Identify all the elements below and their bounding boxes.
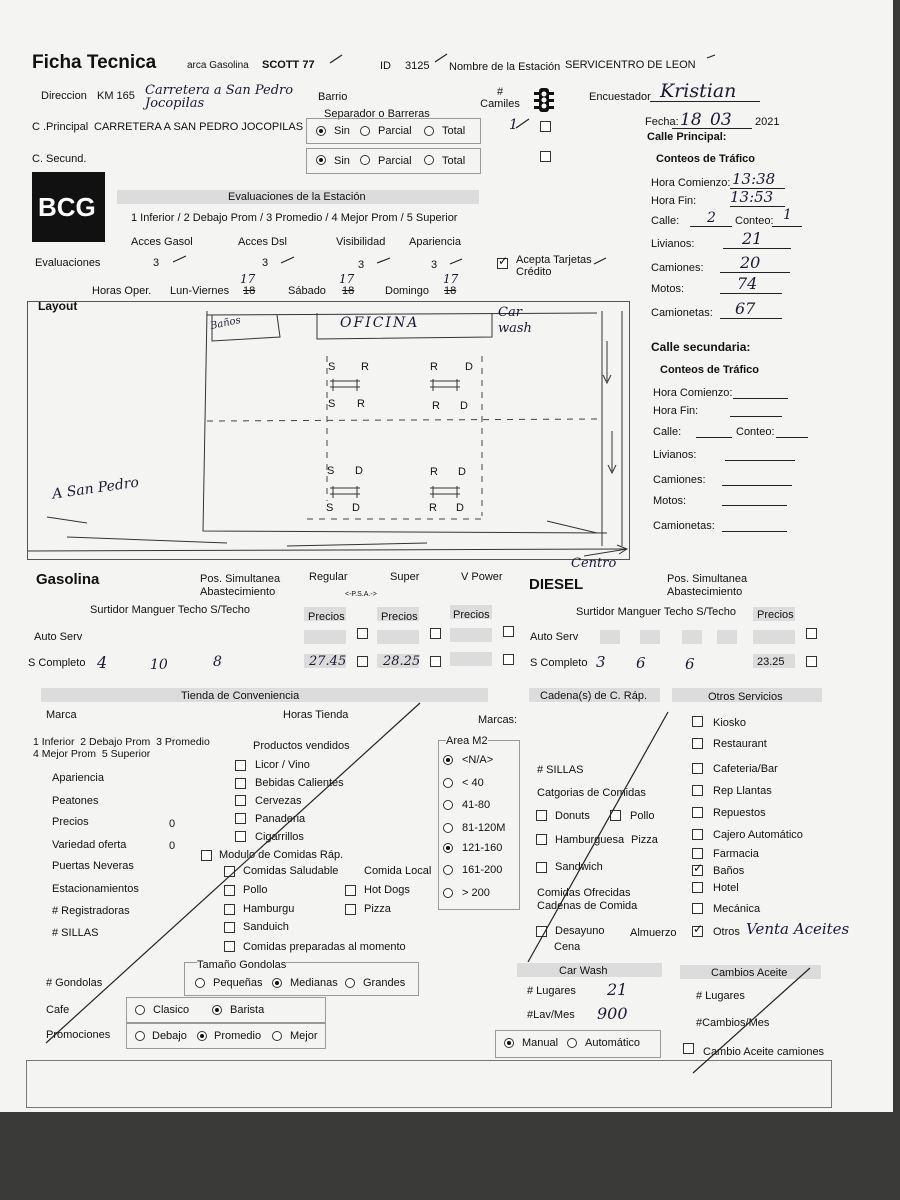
horas-tienda: Horas Tienda: [283, 709, 349, 721]
restaurant-label: Restaurant: [713, 738, 767, 750]
sec-conteo-label: Conteo:: [736, 426, 775, 438]
manual-label: Manual: [522, 1037, 559, 1049]
manguer-value: 10: [150, 657, 168, 673]
encuestador-value: Kristian: [660, 80, 737, 102]
precios-regular-label: Precios: [308, 611, 345, 623]
medianas-label: Medianas: [290, 977, 338, 989]
row-precios: Precios: [52, 816, 89, 828]
camiones-value: 20: [740, 253, 761, 272]
fecha-day: 18: [680, 110, 702, 130]
camionetas-label: Camionetas:: [651, 307, 713, 319]
id-label: ID: [380, 60, 391, 72]
layout-carwash: Car wash: [498, 305, 532, 336]
eval-value-apariencia: 3: [431, 259, 438, 271]
otros-check-mark: ✓: [693, 922, 704, 936]
logo-text: BCG: [38, 192, 96, 222]
pump2-r-top: R: [430, 361, 438, 373]
dom-struck: 18: [444, 285, 457, 297]
lavmes-value: 900: [597, 1004, 628, 1023]
preparadas-label: Comidas preparadas al momento: [243, 941, 406, 953]
tienda-title: Tienda de Conveniencia: [181, 690, 300, 702]
pump4-r-bottom: R: [429, 502, 437, 514]
techo-value: 8: [213, 654, 222, 670]
livianos-label: Livianos:: [651, 238, 695, 250]
camiones-label: Camiones:: [651, 262, 704, 274]
pump1-r-bottom: R: [357, 398, 365, 410]
sin-label-2: Sin: [334, 155, 350, 167]
automatico-label: Automático: [585, 1037, 641, 1049]
marca-value: SCOTT 77: [262, 59, 315, 71]
pump1-s-top: S: [328, 361, 336, 373]
sab-struck: 18: [342, 285, 355, 297]
hamburgu-label: Hamburgu: [243, 903, 295, 915]
fecha-label: Fecha:: [645, 116, 679, 128]
cafeteria-label: Cafeteria/Bar: [713, 763, 778, 775]
area-120-label: 81-120M: [462, 822, 506, 834]
otros-title: Otros Servicios: [708, 691, 783, 703]
tarjetas-check-mark: ✓: [498, 254, 509, 268]
layout-label: Layout: [38, 299, 78, 313]
row-registradoras: # Registradoras: [52, 905, 130, 917]
horas-label: Horas Oper.: [92, 285, 152, 297]
pollo-label: Pollo: [243, 884, 268, 896]
dom-value: 17: [443, 272, 459, 286]
cervezas-label: Cervezas: [255, 795, 302, 807]
vpower-label: V Power: [461, 571, 503, 583]
barista-label: Barista: [230, 1004, 265, 1016]
hf-label: Hora Fin:: [651, 195, 697, 207]
diesel-precio-value: 23.25: [757, 656, 785, 668]
cadenas-label: Cadenas de Comida: [537, 900, 638, 912]
gasolina-columns: Surtidor Manguer Techo S/Techo: [90, 604, 250, 616]
hotel-label: Hotel: [713, 882, 739, 894]
pump2-r-bottom: R: [432, 400, 440, 412]
surtidor-value: 4: [97, 653, 108, 672]
direccion-km: KM 165: [97, 90, 135, 102]
eval-value-visibilidad: 3: [358, 259, 365, 271]
visibilidad-label: Visibilidad: [336, 236, 386, 248]
debajo-label: Debajo: [152, 1030, 187, 1042]
otros-label: Otros: [713, 926, 740, 938]
kiosko-label: Kiosko: [713, 717, 747, 729]
cambios-lugares: # Lugares: [696, 990, 745, 1002]
pump2-d-bottom: D: [460, 400, 468, 412]
row-variedad: Variedad oferta: [52, 839, 127, 851]
conteo-value: 1: [783, 207, 792, 223]
encuestador-label: Encuestador: [589, 91, 651, 103]
area-200-label: 161-200: [462, 864, 503, 876]
sab-value: 17: [339, 272, 355, 286]
row-precios-value: 0: [169, 818, 176, 830]
calle-principal-title: Calle Principal:: [647, 131, 727, 143]
pump1-r-top: R: [361, 361, 369, 373]
conteos-principal-title: Conteos de Tráfico: [656, 153, 756, 165]
calle-label: Calle:: [651, 215, 680, 227]
regular-label: Regular: [309, 571, 348, 583]
sin-label: Sin: [334, 125, 350, 137]
banos-label: Baños: [713, 865, 745, 877]
tienda-scale: 1 Inferior 2 Debajo Prom 3 Promedio 4 Mejor Prom 5 Superior: [33, 736, 210, 760]
saludable-label: Comidas Saludable: [243, 865, 339, 877]
layout-banos: Baños: [209, 314, 242, 333]
ofrecidas-label: Comidas Ofrecidas: [537, 887, 631, 899]
donuts-label: Donuts: [555, 810, 590, 822]
cena-label: Cena: [554, 941, 581, 953]
precio-super-value: 28.25: [383, 654, 421, 669]
id-value: 3125: [405, 60, 430, 72]
pump3-s-top: S: [327, 465, 335, 477]
area-200plus-label: > 200: [462, 887, 490, 899]
pump4-d-bottom: D: [456, 502, 464, 514]
page-title: Ficha Tecnica: [32, 52, 157, 73]
autoserv-label: Auto Serv: [34, 631, 83, 643]
diesel-pos: Pos. Simultanea Abastecimiento: [667, 573, 748, 598]
lavmes-label: #Lav/Mes: [527, 1009, 575, 1021]
hamburguesa-label: Hamburguesa: [555, 834, 625, 846]
marca-label: arca Gasolina: [187, 60, 249, 71]
parcial-label: Parcial: [378, 125, 412, 137]
cambios-title: Cambios Aceite: [711, 967, 788, 979]
diesel-autoserv-label: Auto Serv: [530, 631, 579, 643]
row-gondolas: # Gondolas: [46, 977, 103, 989]
comida-local-label: Comida Local: [364, 865, 432, 877]
evaluaciones-scale: 1 Inferior / 2 Debajo Prom / 3 Promedio / 4 Mejor Prom / 5 Superior: [131, 212, 458, 224]
cadena-sillas: # SILLAS: [537, 764, 584, 776]
clasico-label: Clasico: [153, 1004, 190, 1016]
licor-label: Licor / Vino: [255, 759, 310, 771]
super-label: Super: [390, 571, 420, 583]
sanduich-label: Sanduich: [243, 921, 289, 933]
carwash-lugares-value: 21: [607, 980, 628, 999]
sec-camiones-label: Camiones:: [653, 474, 706, 486]
lv-value: 17: [240, 272, 256, 286]
camionetas-value: 67: [735, 299, 756, 318]
cadena-title: Cadena(s) de C. Ráp.: [540, 690, 647, 702]
direccion-label: Direccion: [41, 90, 87, 102]
area-40-label: < 40: [462, 777, 484, 789]
almuerzo-label: Almuerzo: [630, 927, 677, 939]
row-peatones: Peatones: [52, 795, 99, 807]
hf-value: 13:53: [730, 188, 774, 206]
precios-vpower-label: Precios: [453, 609, 490, 621]
farmacia-label: Farmacia: [713, 848, 759, 860]
tarjetas-label: Acepta Tarjetas Crédito: [516, 254, 592, 278]
row-estacionamientos: Estacionamientos: [52, 883, 139, 895]
diesel-manguer-value: 6: [636, 654, 646, 672]
layout-san-pedro: A San Pedro: [51, 474, 140, 503]
csecund-label: C. Secund.: [32, 153, 87, 165]
estacion-label: Nombre de la Estación: [449, 61, 561, 73]
mecanica-label: Mecánica: [713, 903, 761, 915]
mejor-label: Mejor: [290, 1030, 318, 1042]
acces-gasol-label: Acces Gasol: [131, 236, 193, 248]
gasolina-pos: Pos. Simultanea Abastecimiento: [200, 573, 281, 598]
sec-calle-label: Calle:: [653, 426, 682, 438]
repuestos-label: Repuestos: [713, 807, 766, 819]
lv-struck: 18: [243, 285, 256, 297]
pump4-d-top: D: [458, 466, 466, 478]
area-na-label: <N/A>: [462, 754, 494, 766]
eval-value-dsl: 3: [262, 257, 269, 269]
row-promociones: Promociones: [46, 1029, 111, 1041]
productos-title: Productos vendidos: [253, 740, 350, 752]
evaluaciones-row-label: Evaluaciones: [35, 257, 101, 269]
diesel-techo-value: 6: [685, 655, 695, 673]
diesel-title: DIESEL: [529, 576, 584, 593]
row-apariencia: Apariencia: [52, 772, 104, 784]
cprincipal-value: CARRETERA A SAN PEDRO JOCOPILAS: [94, 121, 304, 133]
calle-secundaria-title: Calle secundaria:: [651, 340, 751, 354]
layout-oficina: OFICINA: [340, 315, 420, 331]
sec-hc-label: Hora Comienzo:: [653, 387, 733, 399]
hc-label: Hora Comienzo:: [651, 177, 731, 189]
fecha-month: 03: [710, 110, 732, 130]
precios-super-label: Precios: [381, 611, 418, 623]
cadena-pollo-label: Pollo: [630, 810, 655, 822]
sec-livianos-label: Livianos:: [653, 449, 697, 461]
precio-regular-value: 27.45: [309, 654, 347, 669]
motos-value: 74: [737, 274, 758, 293]
area-160-label: 121-160: [462, 842, 503, 854]
pequenas-label: Pequeñas: [213, 977, 263, 989]
diesel-columns: Surtidor Manguer Techo S/Techo: [576, 606, 736, 618]
tienda-marca: Marca: [46, 709, 77, 721]
otros-value: Venta Aceites: [746, 920, 850, 938]
scompleto-label: S Completo: [28, 657, 86, 669]
total-label: Total: [442, 125, 466, 137]
row-variedad-value: 0: [169, 840, 176, 852]
pump3-d-bottom: D: [352, 502, 360, 514]
pump2-d-top: D: [465, 361, 473, 373]
camiles-value: 1: [509, 117, 518, 133]
direccion-handwritten: Carretera a San Pedro Jocopilas: [145, 83, 294, 111]
conteo-label: Conteo:: [735, 215, 774, 227]
motos-label: Motos:: [651, 283, 685, 295]
psa-label: <-P.S.A.->: [345, 591, 377, 598]
acces-dsl-label: Acces Dsl: [238, 236, 287, 248]
desayuno-label: Desayuno: [555, 925, 605, 937]
parcial-label-2: Parcial: [378, 155, 412, 167]
pump4-r-top: R: [430, 466, 438, 478]
diesel-surtidor-value: 3: [596, 653, 606, 671]
cambios-mes: #Cambios/Mes: [696, 1017, 770, 1029]
conteos-secundaria-title: Conteos de Tráfico: [660, 364, 760, 376]
calle-value: 2: [707, 210, 716, 226]
apariencia-label: Apariencia: [409, 236, 461, 248]
gondolas-title: Tamaño Gondolas: [197, 959, 287, 971]
cajero-label: Cajero Automático: [713, 829, 803, 841]
camiles-label: # Camiles: [480, 86, 520, 110]
sec-camionetas-label: Camionetas:: [653, 520, 715, 532]
row-cafe: Cafe: [46, 1004, 70, 1016]
fecha-year: 2021: [755, 116, 780, 128]
banos-check-mark: ✓: [693, 861, 704, 875]
diesel-scompleto-label: S Completo: [530, 657, 588, 669]
panaderia-label: Panaderia: [255, 813, 306, 825]
estacion-value: SERVICENTRO DE LEON: [565, 59, 696, 71]
eval-value-gasol: 3: [153, 257, 160, 269]
pizza-label: Pizza: [364, 903, 391, 915]
sab-label: Sábado: [288, 285, 326, 297]
gasolina-title: Gasolina: [36, 571, 100, 588]
sec-motos-label: Motos:: [653, 495, 687, 507]
dom-label: Domingo: [385, 285, 430, 297]
sandwich-label: Sandwich: [555, 861, 603, 873]
lv-label: Lun-Viernes: [170, 285, 230, 297]
row-sillas: # SILLAS: [52, 927, 99, 939]
sec-hf-label: Hora Fin:: [653, 405, 699, 417]
promedio-label: Promedio: [214, 1030, 262, 1042]
barrio-label: Barrio: [318, 91, 348, 103]
area-80-label: 41-80: [462, 799, 491, 811]
bebidas-label: Bebidas Calientes: [255, 777, 344, 789]
rep-llantas-label: Rep Llantas: [713, 785, 772, 797]
layout-centro: Centro: [571, 556, 617, 571]
total-label-2: Total: [442, 155, 466, 167]
carwash-title: Car Wash: [559, 965, 608, 977]
area-title: Area M2: [446, 735, 488, 747]
carwash-lugares-label: # Lugares: [527, 985, 576, 997]
cadena-pizza-label: Pizza: [631, 834, 658, 846]
separador-label: Separador o Barreras: [324, 108, 430, 120]
modulo-label: Modulo de Comidas Ráp.: [219, 849, 344, 861]
hotdogs-label: Hot Dogs: [364, 884, 410, 896]
marcas-label: Marcas:: [478, 714, 518, 726]
pump3-d-top: D: [355, 465, 363, 477]
diesel-precios-label: Precios: [757, 609, 794, 621]
categorias-label: Catgorias de Comidas: [537, 787, 646, 799]
livianos-value: 21: [742, 229, 763, 248]
cprincipal-label: C .Principal: [32, 121, 89, 133]
cigarrillos-label: Cigarrillos: [255, 831, 304, 843]
pump3-s-bottom: S: [326, 502, 334, 514]
hc-value: 13:38: [732, 170, 776, 188]
camiones-aceite-label: Cambio Aceite camiones: [703, 1046, 825, 1058]
grandes-label: Grandes: [363, 977, 406, 989]
evaluaciones-title: Evaluaciones de la Estación: [228, 191, 366, 203]
row-puertas: Puertas Neveras: [52, 860, 134, 872]
pump1-s-bottom: S: [328, 398, 336, 410]
